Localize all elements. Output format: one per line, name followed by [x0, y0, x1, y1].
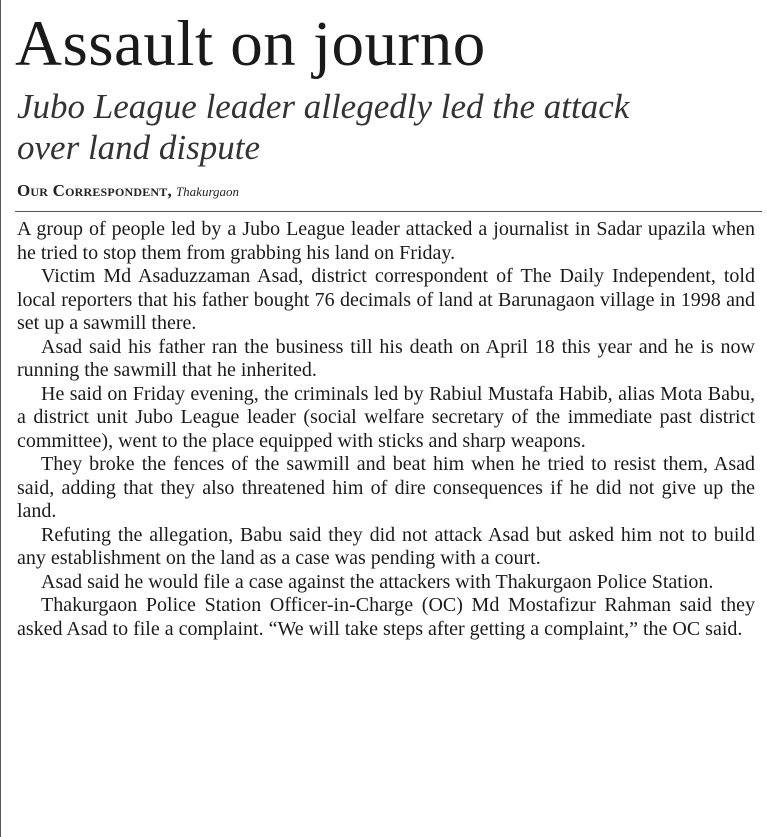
subheadline-line-1: Jubo League leader allegedly led the attack	[17, 87, 630, 126]
paragraph-3: Asad said his father ran the business till his death on April 18 this year and he is now running the sawmill that he inherited.	[17, 335, 755, 381]
subheadline-line-2: over land dispute	[17, 128, 261, 167]
article-body	[17, 218, 755, 641]
paragraph-6: Refuting the allegation, Babu said they did not attack Asad but asked him not to build any establishment on the land as a case was pending with a court.	[17, 523, 755, 569]
byline-place: Thakurgaon	[175, 184, 240, 199]
divider-rule	[15, 211, 762, 212]
paragraph-5: They broke the fences of the sawmill and beat him when he tried to resist them, Asad said, adding that they also threatened him of dire consequences if he did not give up the land.	[17, 453, 755, 522]
paragraph-7: Asad said he would file a case against the attackers with Thakurgaon Police Station.	[41, 570, 714, 593]
byline-author: Our Correspondent,	[17, 181, 172, 200]
paragraph-1: A group of people led by a Jubo League leader attacked a journalist in Sadar upazila when he tried to stop them from grabbing his land on Friday.	[17, 218, 755, 264]
paragraph-2: Victim Md Asaduzzaman Asad, district correspondent of The Daily Independent, told local reporters that his father bought 76 decimals of land at Barunagaon village in 1998 and set up a sawmill there.	[17, 265, 755, 334]
paragraph-8: Thakurgaon Police Station Officer-in-Charge (OC) Md Mostafizur Rahman said they asked Asad to file a complaint. “We will take steps after getting a complaint,” the OC said.	[17, 594, 755, 640]
byline	[17, 182, 757, 201]
paragraph-4: He said on Friday evening, the criminals led by Rabiul Mustafa Habib, alias Mota Babu, a district unit Jubo League leader (social welfare secretary of the immediate past district committee), went to the place equipped with sticks and sharp weapons.	[17, 382, 755, 452]
headline: Assault on journo	[15, 8, 486, 80]
subheadline	[17, 86, 757, 168]
